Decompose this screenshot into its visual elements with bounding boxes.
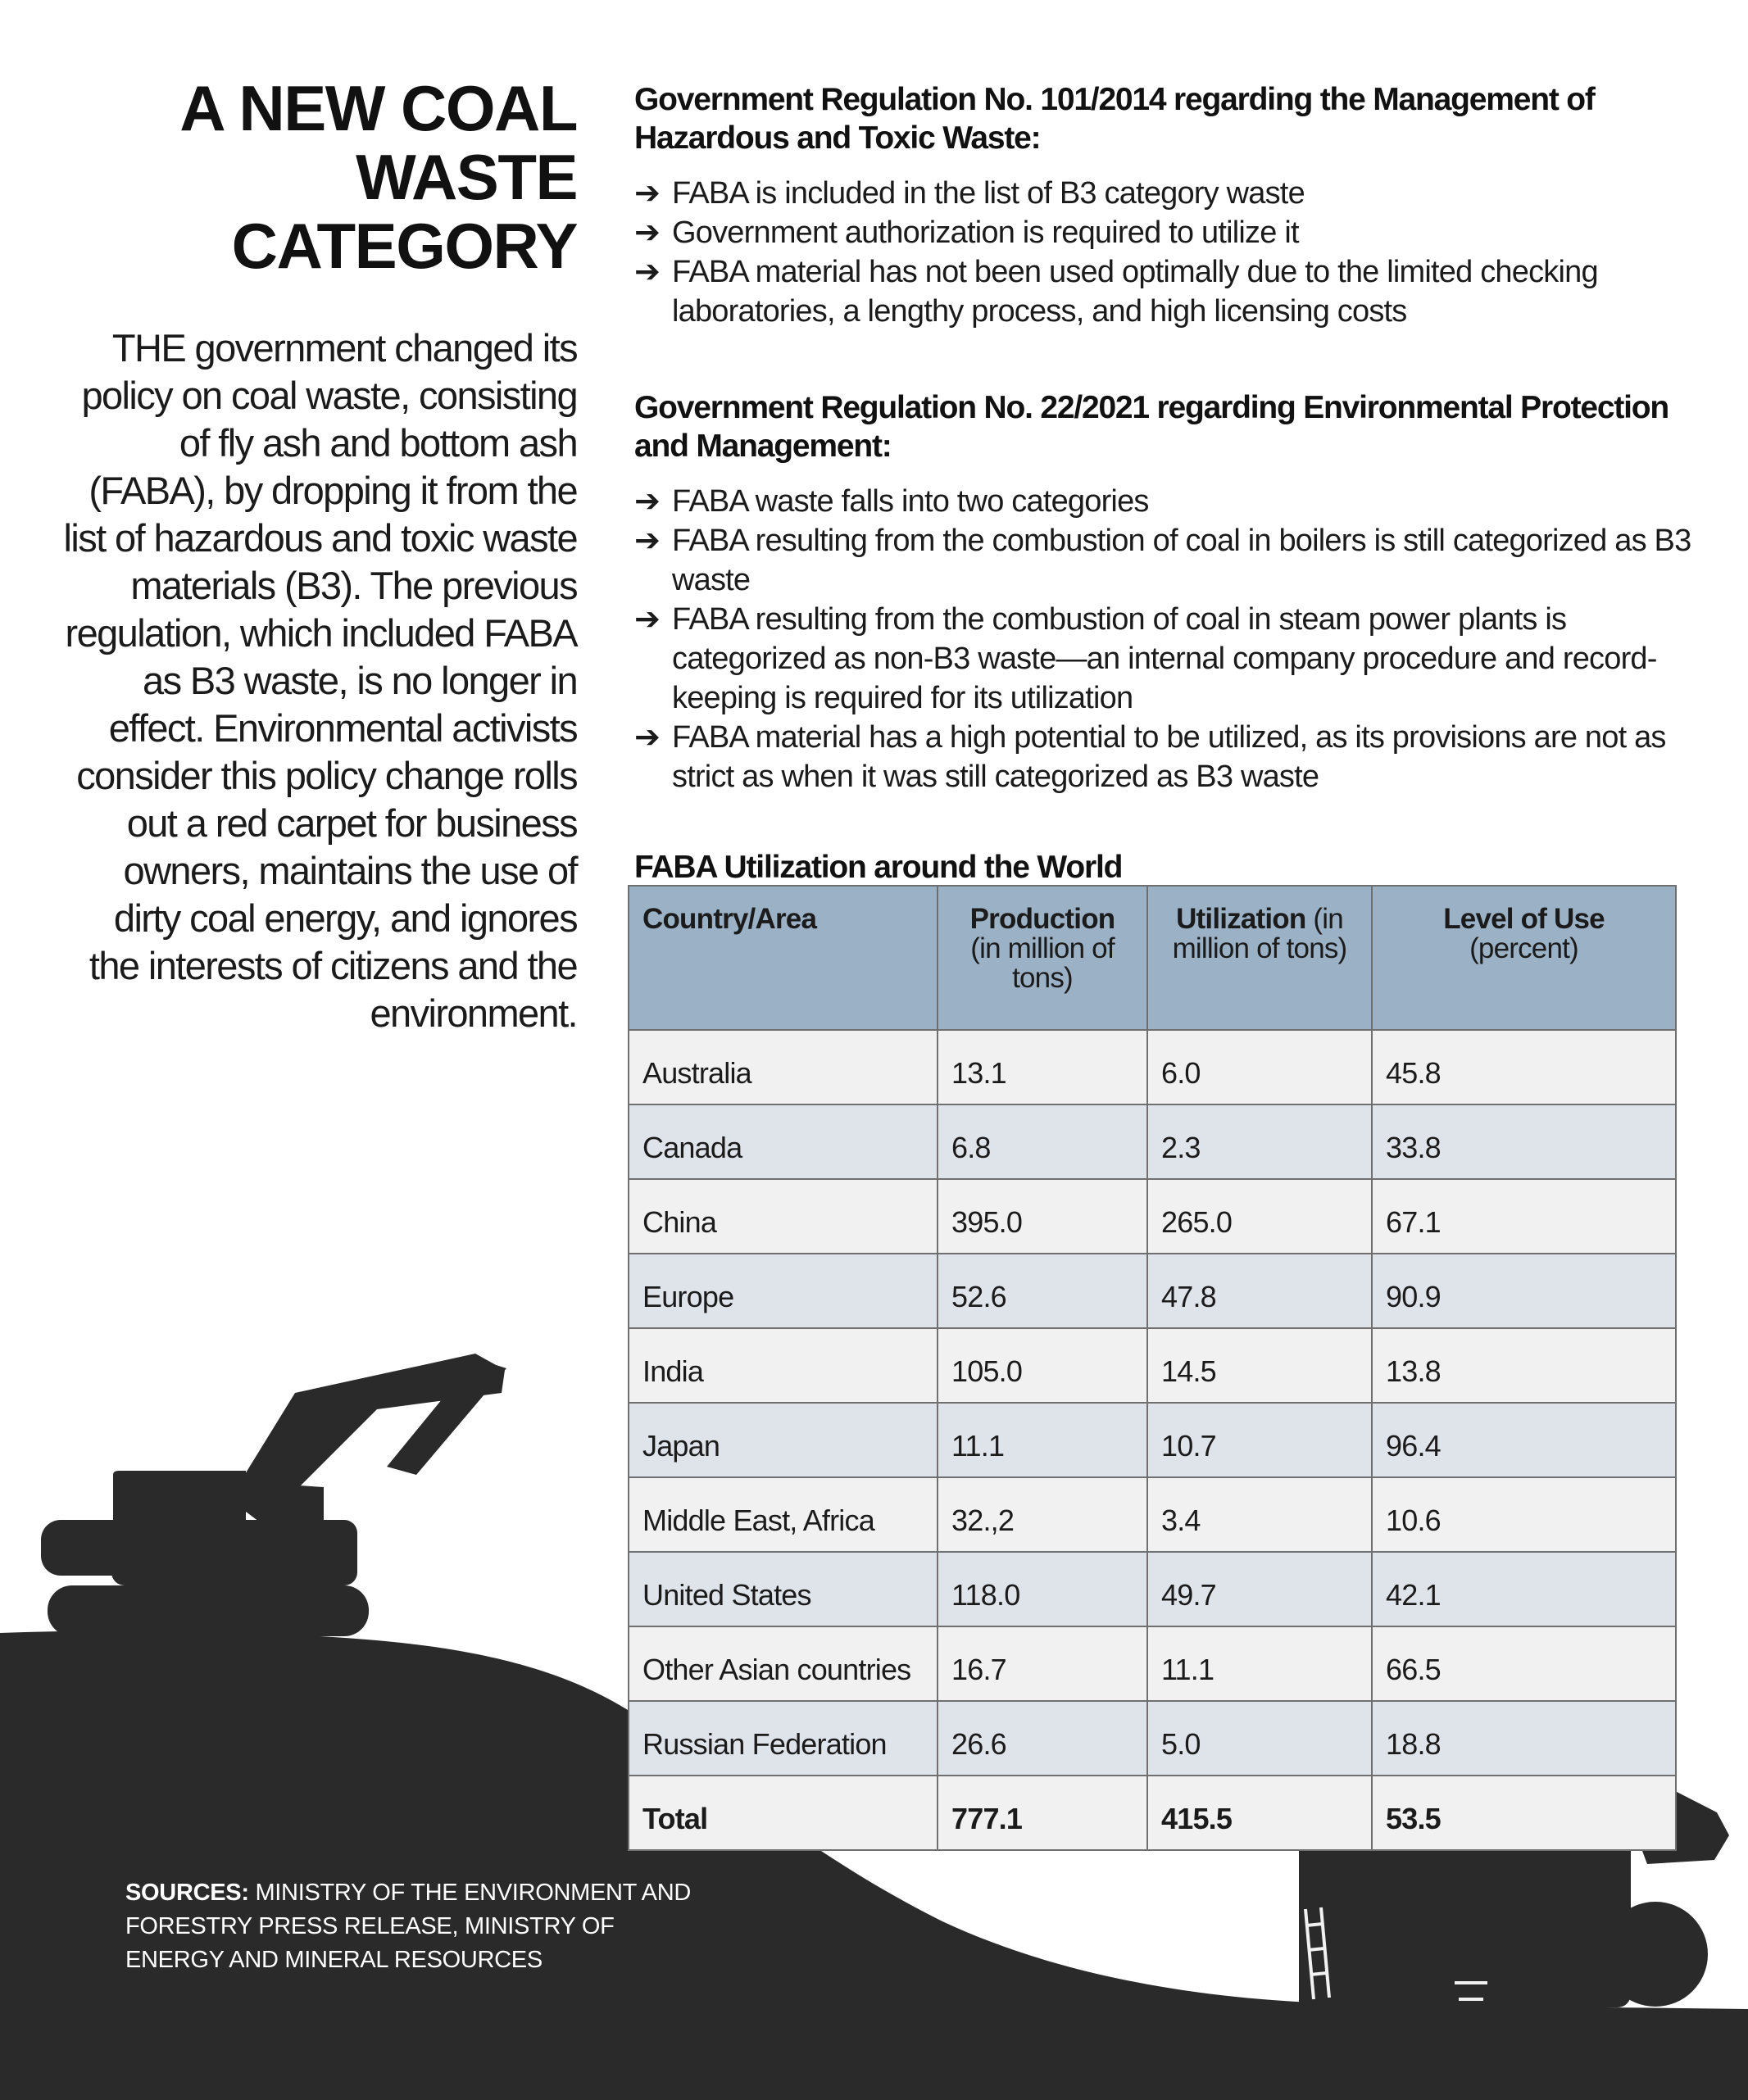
regulation-point: ➔ FABA material has not been used optimally due to the limited checking laboratories, a lengthy process, and high licensing costs xyxy=(634,252,1691,331)
table-row xyxy=(629,1701,1676,1776)
regulation-point: ➔ Government authorization is required to utilize it xyxy=(634,213,1691,252)
table-cell: 14.5 xyxy=(1147,1328,1372,1403)
sources-note xyxy=(125,1876,715,1977)
arrow-right-icon: ➔ xyxy=(634,215,661,250)
table-cell: 32.,2 xyxy=(938,1477,1147,1552)
table-cell: United States xyxy=(629,1552,938,1626)
table-cell: 265.0 xyxy=(1147,1179,1372,1254)
table-cell: 96.4 xyxy=(1372,1403,1676,1477)
table-cell: Europe xyxy=(629,1254,938,1328)
arrow-right-icon: ➔ xyxy=(634,720,661,755)
table-cell: 52.6 xyxy=(938,1254,1147,1328)
table-cell: Canada xyxy=(629,1104,938,1179)
sources-label: SOURCES: xyxy=(125,1880,249,1906)
table-row xyxy=(629,1552,1676,1626)
regulation-point: ➔ FABA waste falls into two categories xyxy=(634,482,1691,521)
table-cell: 18.8 xyxy=(1372,1701,1676,1776)
table-row xyxy=(629,1626,1676,1701)
table-row xyxy=(629,1328,1676,1403)
left-column xyxy=(57,74,577,1037)
table-cell: 3.4 xyxy=(1147,1477,1372,1552)
table-cell: 53.5 xyxy=(1372,1776,1676,1850)
column-header-country: Country/Area xyxy=(629,886,938,1030)
table-cell: 26.6 xyxy=(938,1701,1147,1776)
table-cell: Other Asian countries xyxy=(629,1626,938,1701)
table-cell: 47.8 xyxy=(1147,1254,1372,1328)
faba-utilization-table xyxy=(628,885,1677,1851)
table-cell: 90.9 xyxy=(1372,1254,1676,1328)
table-cell: Total xyxy=(629,1776,938,1850)
table-cell: 11.1 xyxy=(1147,1626,1372,1701)
table-total-row xyxy=(629,1776,1676,1850)
table-cell: 415.5 xyxy=(1147,1776,1372,1850)
page-title: A NEW COAL WASTE CATEGORY xyxy=(179,72,577,282)
table-cell: 16.7 xyxy=(938,1626,1147,1701)
table-row xyxy=(629,1254,1676,1328)
table-cell: 395.0 xyxy=(938,1179,1147,1254)
arrow-right-icon: ➔ xyxy=(634,176,661,211)
table-row xyxy=(629,1403,1676,1477)
table-cell: Japan xyxy=(629,1403,938,1477)
table-cell: Middle East, Africa xyxy=(629,1477,938,1552)
intro-paragraph: THE government changed its policy on coal waste, consisting of fly ash and bottom ash (FABA), by dropping it from the list of hazardous and toxic waste materials (B3). The previous regulation, which included FABA as B3 waste, is no longer in effect. Environmental activists consider this policy change rolls out a red carpet for business owners, maintains the use of dirty coal energy, and ignores the interests of citizens and the environment. xyxy=(63,326,577,1035)
table-cell: 2.3 xyxy=(1147,1104,1372,1179)
table-header-row xyxy=(629,886,1676,1030)
table-cell: 33.8 xyxy=(1372,1104,1676,1179)
table-title: FABA Utilization around the World xyxy=(634,850,1123,885)
column-header-utilization: Utilization (in million of tons) xyxy=(1147,886,1372,1030)
right-column xyxy=(634,80,1691,887)
table-row xyxy=(629,1477,1676,1552)
excavator-icon xyxy=(41,1354,506,1636)
table-cell: 49.7 xyxy=(1147,1552,1372,1626)
arrow-right-icon: ➔ xyxy=(634,602,661,637)
table-row xyxy=(629,1030,1676,1104)
table-cell: 5.0 xyxy=(1147,1701,1372,1776)
table-cell: 13.8 xyxy=(1372,1328,1676,1403)
table-row xyxy=(629,1104,1676,1179)
regulation-point: ➔ FABA resulting from the combustion of coal in boilers is still categorized as B3 waste xyxy=(634,521,1691,600)
table-cell: 105.0 xyxy=(938,1328,1147,1403)
table-cell: Australia xyxy=(629,1030,938,1104)
table-cell: 6.0 xyxy=(1147,1030,1372,1104)
table-cell: Russian Federation xyxy=(629,1701,938,1776)
sources-text: MINISTRY OF THE ENVIRONMENT AND FORESTRY PRESS RELEASE, MINISTRY OF ENERGY AND MINERAL RESOURCES xyxy=(125,1880,692,1973)
regulation-points xyxy=(634,174,1691,331)
regulation-point: ➔ FABA resulting from the combustion of coal in steam power plants is categorized as non-B3 waste—an internal company procedure and record-keeping is required for its utilization xyxy=(634,600,1691,718)
regulation-block xyxy=(634,80,1691,331)
table-cell: 13.1 xyxy=(938,1030,1147,1104)
regulation-point: ➔ FABA material has a high potential to be utilized, as its provisions are not as strict as when it was still categorized as B3 waste xyxy=(634,718,1691,796)
regulation-heading: Government Regulation No. 101/2014 regarding the Management of Hazardous and Toxic Waste: xyxy=(634,82,1595,156)
table-body xyxy=(629,1030,1676,1776)
table-cell: 11.1 xyxy=(938,1403,1147,1477)
table-cell: 6.8 xyxy=(938,1104,1147,1179)
table-cell: 777.1 xyxy=(938,1776,1147,1850)
arrow-right-icon: ➔ xyxy=(634,524,661,558)
table-row xyxy=(629,1179,1676,1254)
table-cell: 118.0 xyxy=(938,1552,1147,1626)
column-header-level-of-use: Level of Use (percent) xyxy=(1372,886,1676,1030)
arrow-right-icon: ➔ xyxy=(634,255,661,289)
regulation-heading: Government Regulation No. 22/2021 regarding Environmental Protection and Management: xyxy=(634,390,1669,464)
regulation-points xyxy=(634,482,1691,796)
table-cell: 10.7 xyxy=(1147,1403,1372,1477)
column-header-production: Production (in million of tons) xyxy=(938,886,1147,1030)
table-cell: 10.6 xyxy=(1372,1477,1676,1552)
table-cell: 42.1 xyxy=(1372,1552,1676,1626)
regulation-block xyxy=(634,388,1691,796)
regulation-point: ➔ FABA is included in the list of B3 category waste xyxy=(634,174,1691,213)
table-cell: 67.1 xyxy=(1372,1179,1676,1254)
table-cell: 66.5 xyxy=(1372,1626,1676,1701)
table-cell: China xyxy=(629,1179,938,1254)
table-cell: India xyxy=(629,1328,938,1403)
table-cell: 45.8 xyxy=(1372,1030,1676,1104)
arrow-right-icon: ➔ xyxy=(634,484,661,519)
